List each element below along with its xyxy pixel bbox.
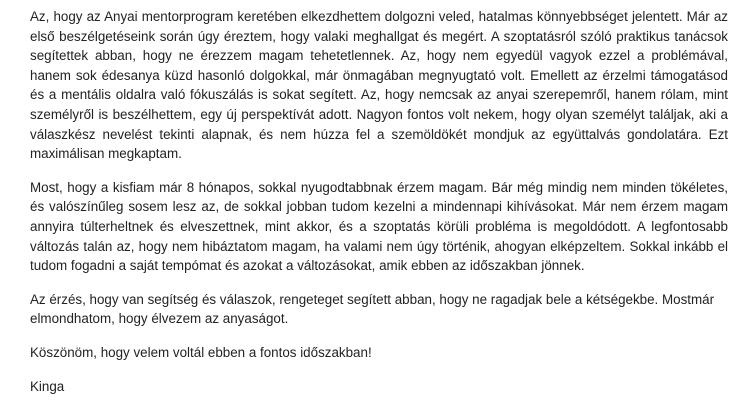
paragraph-mentorprogram: Az, hogy az Anyai mentorprogram keretében elkezdhettem dolgozni veled, hatalmas könnyebbséget jelentett. Már az első beszélgetéseink során úgy éreztem, hogy valaki meghallgat és megért. A szoptatásról szóló praktikus tanácsok segítettek abban, hogy ne érezzem magam tehetetlennek. Az, hogy nem egyedül vagyok ezzel a problémával, hanem sok édesanya küzd hasonló dolgokkal, már önmagában megnyugtató volt. Emellett az érzelmi támogatásod és a mentális oldalra való fókuszálás is sokat segített. Az, hogy nemcsak az anyai szerepemről, hanem rólam, mint személyről is beszélhettem, egy új perspektívát adott. Nagyon fontos volt nekem, hogy olyan személyt találjak, aki a válaszkész nevelést tekinti alapnak, és nem húzza fel a szemöldökét mondjuk az együttalvás gondolatára. Ezt maximálisan megkaptam. [30,9,728,162]
paragraph-thanks: Köszönöm, hogy velem voltál ebben a fontos időszakban! [30,344,372,360]
paragraph-progress: Most, hogy a kisfiam már 8 hónapos, sokkal nyugodtabbnak érzem magam. Bár még mindig nem minden tökéletes, és valószínűleg sosem lesz az, de sokkal jobban tudom kezelni a mindennapi kihívásokat. Már nem érzem magam annyira túlterheltnek és elveszettnek, mint akkor, és a szoptatás körüli probléma is megoldódott. A legfontosabb változás talán az, hogy nem hibáztatom magam, ha valami nem úgy történik, ahogyan elképzeltem. Sokkal inkább el tudom fogadni a saját tempómat és azokat a változásokat, amik ebben az időszakban jönnek. [30,179,728,274]
paragraph-feeling: Az érzés, hogy van segítség és válaszok, rengeteget segített abban, hogy ne ragadjak bele a kétségekbe. Mostmár elmondhatom, hogy élvezem az anyaságot. [30,291,715,327]
signature: Kinga [30,378,65,394]
